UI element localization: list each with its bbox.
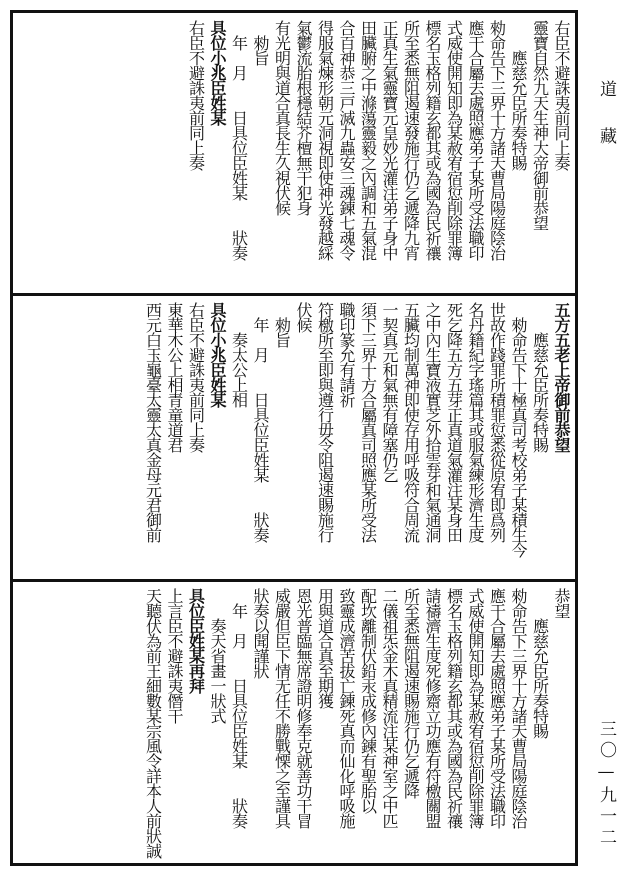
text-column: 死乞降五方五芽正真道氣灌注某身田 xyxy=(444,302,464,542)
text-column: 之中內生寶液實芝外拾雲芽和氣通洞 xyxy=(423,302,442,542)
text-column: 右臣不避誅夷前同上奏 xyxy=(186,20,206,170)
text-column: 具位臣姓某再拜 xyxy=(186,588,206,693)
text-column: 名丹籍紀字瑤篇其或服氣練形濟生度 xyxy=(466,302,485,542)
text-column: 右臣不避誅夷前同上奏 xyxy=(186,302,206,452)
text-column: 致靈成濟苦拔亡鍊死真而仙化呼吸施 xyxy=(337,588,356,828)
collection-title: 道藏 xyxy=(596,80,616,174)
text-panel-top xyxy=(14,20,574,288)
text-column: 恭望 xyxy=(552,588,571,618)
text-column: 應干合屬去處照應弟子某所受法職印 xyxy=(466,20,485,260)
text-column: 勑旨 xyxy=(272,302,292,347)
text-column: 天聽伏為前王細數某宗風令詳本人前狀誠 xyxy=(143,588,163,858)
text-column: 右臣不避誅夷前同上奏 xyxy=(552,20,571,170)
text-column: 恩光普臨無席證明修奉克就善功干冒 xyxy=(294,588,313,828)
text-column: 所至悉無阻遏速發施行仍乞遞降九宵 xyxy=(401,20,421,260)
text-column: 勑命告下十極真司考校弟子某積生今 xyxy=(509,302,528,557)
text-column: 標名玉格列籍玄都其或為國為民祈禳 xyxy=(444,588,464,828)
text-column: 五臟均制萬神即使存用呼吸符合周流 xyxy=(401,302,421,542)
text-column: 年 月 日具位臣姓某 狀奏 xyxy=(229,20,249,260)
text-column: 合百神恭三戸滅九蟲安三魂鍊七魂令 xyxy=(337,20,356,260)
text-column: 勑命告下三界十方諸天曹局陽庭陰治 xyxy=(487,20,507,260)
text-column: 伏候 xyxy=(294,302,313,332)
text-column: 有光明與道合真長生久視伏候 xyxy=(272,20,292,215)
text-column: 東華木公上相青童道君 xyxy=(165,302,184,452)
text-column: 符檄所至即與遵行毋令阻遏速賜施行 xyxy=(315,302,335,542)
text-column: 狀奏以聞謹狀 xyxy=(251,588,270,678)
text-column: 世故作踐罪所積罪愆悉從原宥即爲列 xyxy=(487,302,507,542)
text-column: 奏太公上相 xyxy=(229,302,249,407)
text-column: 勑命告下三界十方諸天曹局陽庭陰治 xyxy=(509,588,528,828)
text-column: 威嚴但臣下情无任不勝戰慄之至謹具 xyxy=(272,588,292,828)
text-column: 西元白玉龜臺太靈太真金母元君御前 xyxy=(143,302,163,542)
text-column: 用與道合真至期獲 xyxy=(315,588,335,708)
text-column: 年 月 日具位臣姓某 狀奏 xyxy=(229,588,249,828)
text-column: 得服氣煉形朝元洞視即使神光發越綵 xyxy=(315,20,335,260)
text-column: 奏天省畫一狀式 xyxy=(208,588,227,723)
text-column: 正真生氣靈寶元皇妙光灌注弟子身中 xyxy=(380,20,399,260)
panel-divider-top xyxy=(10,293,578,296)
text-column: 氣鬱流胎根穩結芥檀無干犯身 xyxy=(294,20,313,215)
text-column: 標名玉格列籍玄都其或為國為民祈禳 xyxy=(423,20,442,260)
text-column: 應慈允臣所奏特賜 xyxy=(530,302,550,452)
text-column: 年 月 日具位臣姓某 狀奏 xyxy=(251,302,270,542)
text-column: 應慈允臣所奏特賜 xyxy=(509,20,528,170)
text-column: 一契真元和氣無有障塞仍乞 xyxy=(380,302,399,482)
text-column: 應干合屬去處照應弟子某所受法職印 xyxy=(487,588,507,828)
text-column: 田臟腑之中滌蕩靈毅之內調和五氣混 xyxy=(358,20,378,260)
page-number: 三〇—九一二 xyxy=(596,720,616,849)
text-column: 所至悉無阻遏速賜施行仍乞遞降 xyxy=(401,588,421,798)
text-column: 須下三界十方合屬真司照應某所受法 xyxy=(358,302,378,542)
text-column: 配坎離制伏鉛汞成修內鍊有聖胎以 xyxy=(358,588,378,813)
text-column: 勑旨 xyxy=(251,20,270,65)
text-panel-middle xyxy=(14,302,574,574)
text-panel-bottom xyxy=(14,588,574,860)
text-column: 二儀祖炁金木真精流注某神室之中匹 xyxy=(380,588,399,828)
text-column: 式威使開知即為某赦宥宿愆削除罪簿 xyxy=(444,20,464,260)
text-column: 請禱濟生度死修齋立功應有符檄關盟 xyxy=(423,588,442,828)
text-column: 上言臣不避誅夷僭干 xyxy=(165,588,184,723)
text-column: 具位小兆臣姓某 xyxy=(208,302,227,407)
text-column: 五方五老上帝御前恭望 xyxy=(552,302,571,452)
text-column: 應慈允臣所奏特賜 xyxy=(530,588,550,738)
text-column: 具位小兆臣姓某 xyxy=(208,20,227,125)
text-column: 職印篆允有請祈 xyxy=(337,302,356,407)
text-column: 靈寶自然九天生神大帝御前恭望 xyxy=(530,20,550,230)
panel-divider-bottom xyxy=(10,579,578,582)
text-column: 式威使開知即為某赦宥宿愆削除罪簿 xyxy=(466,588,485,828)
